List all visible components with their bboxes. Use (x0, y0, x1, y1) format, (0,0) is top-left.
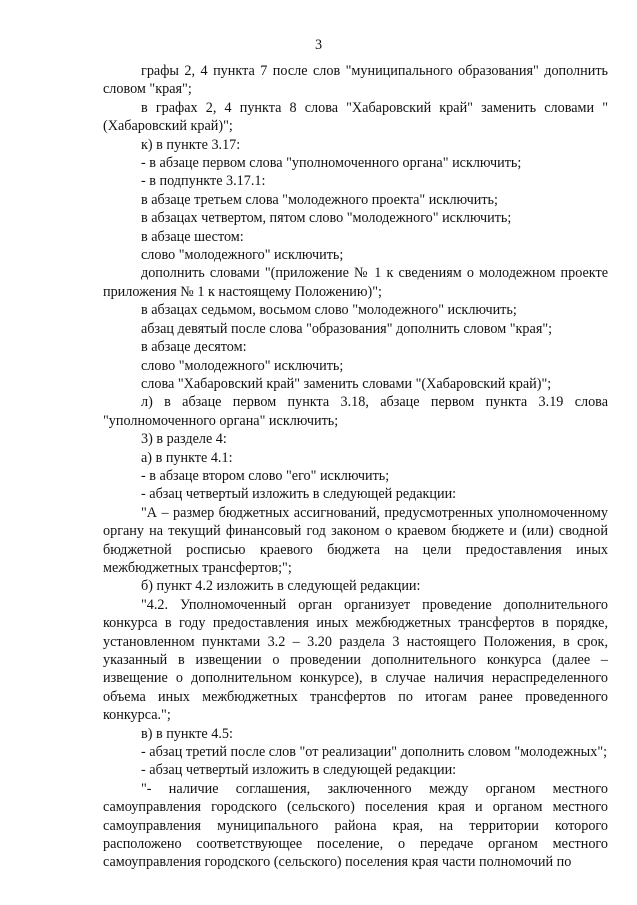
paragraph: в абзаце третьем слова "молодежного проекта" исключить; (141, 191, 498, 208)
paragraph: - в абзаце первом слова "уполномоченного органа" исключить; (141, 155, 522, 172)
paragraph: в абзаце десятом: (141, 339, 247, 356)
paragraph: абзац девятый после слова "образования" дополнить словом "края"; (141, 320, 553, 337)
paragraph: - в подпункте 3.17.1: (141, 173, 266, 190)
paragraph: "4.2. Уполномоченный орган организует проведение дополнительного конкурса в году предоставления иных межбюджетных трансфертов в порядке, установленном пунктами 3.2 – 3.20 раздела 3 настоящего Положения, в срок, указанный в извещении о проведении дополнительного конкурса (далее – извещение о дополнительном конкурсе), в случае наличия нераспределенного объема иных межбюджетных трансфертов по итогам ранее проведенного конкурса."; (103, 596, 608, 724)
paragraph: в абзацах седьмом, восьмом слово "молодежного" исключить; (141, 302, 517, 319)
paragraph: слово "молодежного" исключить; (141, 357, 344, 374)
paragraph: б) пункт 4.2 изложить в следующей редакции: (141, 578, 421, 595)
page-number: 3 (314, 37, 323, 53)
paragraph: "А – размер бюджетных ассигнований, предусмотренных уполномоченному органу на текущий финансовый год законом о краевом бюджете и (или) сводной бюджетной росписью краевого бюджета на цели предоставления иных межбюджетных трансфертов;"; (103, 504, 608, 576)
paragraph: - в абзаце втором слово "его" исключить; (141, 467, 390, 484)
paragraph: 3) в разделе 4: (141, 431, 227, 448)
paragraph: "- наличие соглашения, заключенного между органом местного самоуправления городского (сельского) поселения края и органом местного самоуправления муниципального района края, на территории которого расположено соответствующее поселение, о передаче органом местного самоуправления городского (сельского) поселения края части полномочий по (103, 780, 608, 871)
paragraph: - абзац четвертый изложить в следующей редакции: (141, 762, 457, 779)
paragraph: л) в абзаце первом пункта 3.18, абзаце первом пункта 3.19 слова "уполномоченного органа" исключить; (103, 394, 608, 429)
paragraph: в графах 2, 4 пункта 8 слова "Хабаровский край" заменить словами "(Хабаровский край)"; (103, 99, 608, 135)
paragraph: слово "молодежного" исключить; (141, 247, 344, 264)
paragraph: - абзац четвертый изложить в следующей редакции: (141, 486, 457, 503)
paragraph: в абзаце шестом: (141, 228, 244, 245)
paragraph: - абзац третий после слов "от реализации" дополнить словом "молодежных"; (141, 744, 608, 761)
paragraph: слова "Хабаровский край" заменить словами "(Хабаровский край)"; (141, 375, 552, 392)
paragraph: в) в пункте 4.5: (141, 725, 233, 742)
paragraph: дополнить словами "(приложение № 1 к сведениям о молодежном проекте приложения № 1 к настоящему Положению)"; (103, 265, 608, 300)
paragraph: графы 2, 4 пункта 7 после слов "муниципального образования" дополнить словом "края"; (103, 63, 608, 98)
paragraph: в абзацах четвертом, пятом слово "молодежного" исключить; (141, 210, 512, 227)
paragraph: к) в пункте 3.17: (141, 136, 241, 153)
document-body (103, 62, 608, 872)
paragraph: а) в пункте 4.1: (141, 449, 233, 466)
